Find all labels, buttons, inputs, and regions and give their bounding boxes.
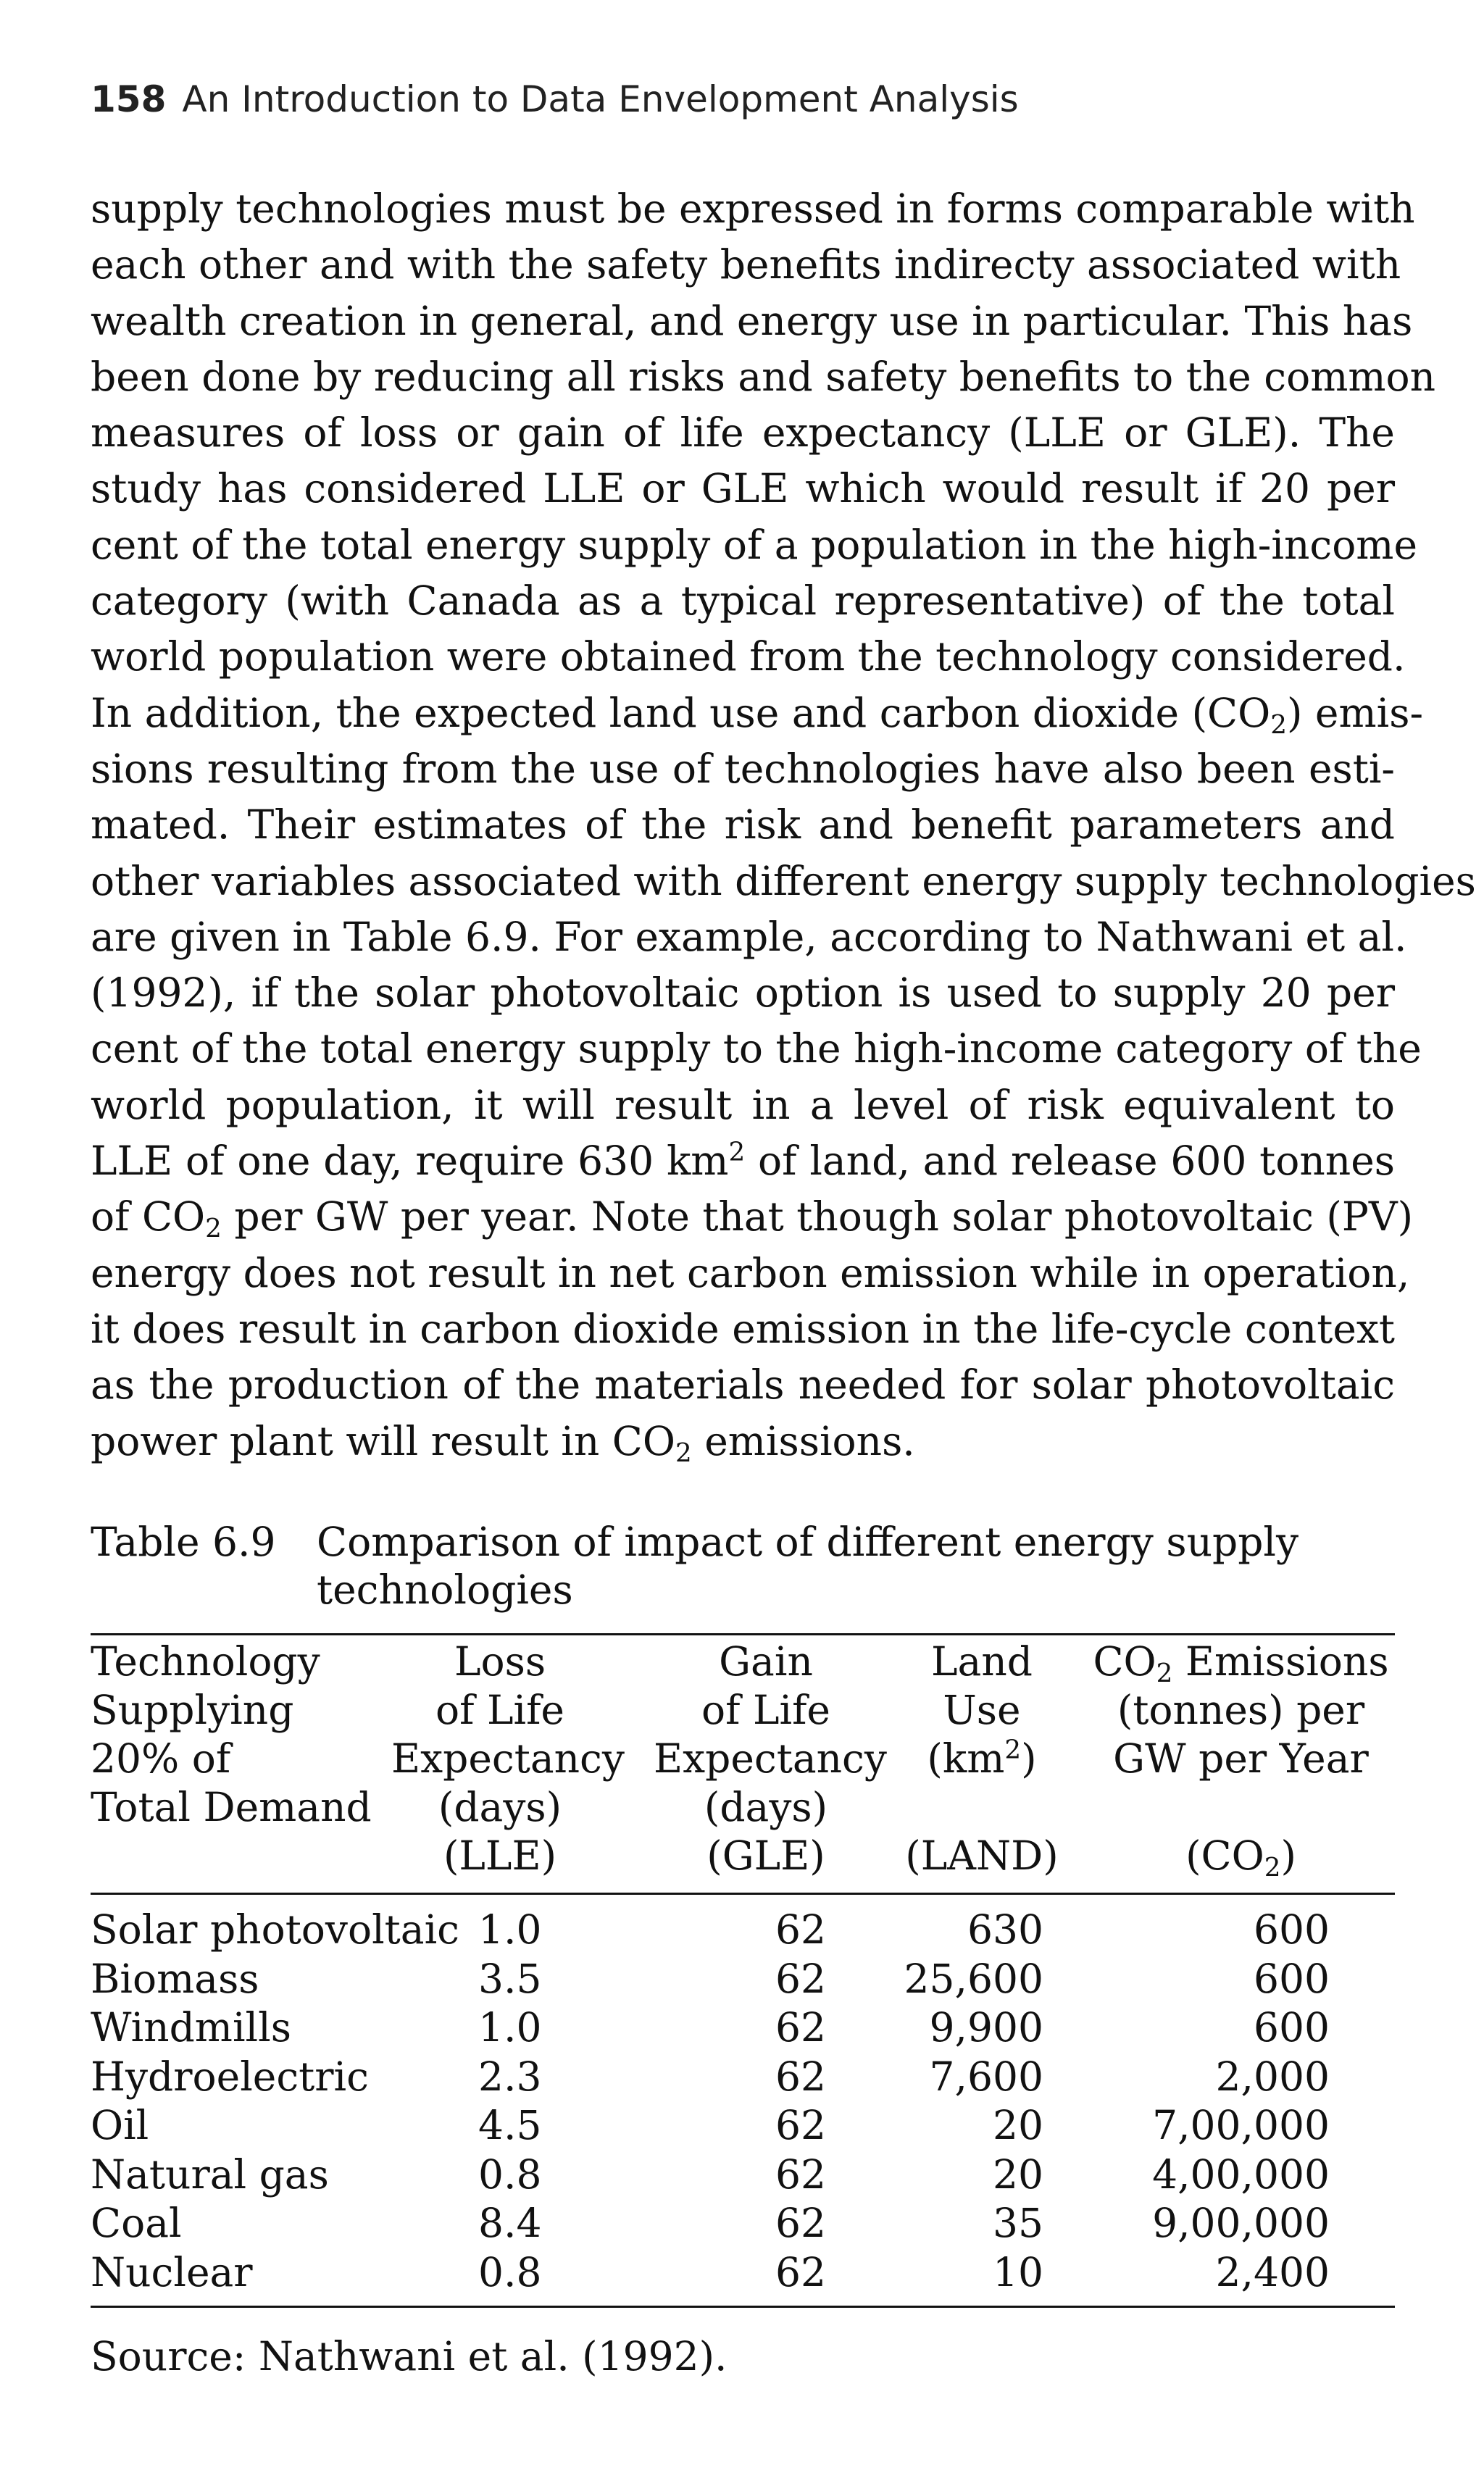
table-top-rule [91, 1633, 1395, 1635]
cell-lle: 1.0 [478, 2004, 542, 2051]
cell-land: 7,600 [929, 2053, 1043, 2100]
cell-land: 20 [993, 2151, 1043, 2198]
paragraph-line: (1992), if the solar photovoltaic option is used to supply 20 per [91, 969, 1395, 1017]
paragraph-line: each other and with the safety benefits indirecty associated with [91, 241, 1401, 288]
cell-gle: 62 [775, 2200, 826, 2246]
paragraph-line: energy does not result in net carbon emission while in operation, [91, 1249, 1410, 1296]
paragraph-line: mated. Their estimates of the risk and benefit parameters and [91, 801, 1395, 848]
cell-land: 10 [993, 2248, 1043, 2295]
table-header-rule [91, 1893, 1395, 1895]
cell-technology: Oil [91, 2102, 149, 2148]
table-row [91, 2199, 1395, 2248]
table-source: Source: Nathwani et al. (1992). [91, 2333, 728, 2380]
paragraph-line: world population, it will result in a level of risk equivalent to [91, 1081, 1395, 1128]
cell-co2: 600 [1254, 2004, 1330, 2051]
table-body [91, 1906, 1395, 2297]
cell-lle: 0.8 [478, 2151, 542, 2198]
cell-land: 630 [967, 1906, 1043, 1953]
cell-technology: Coal [91, 2200, 182, 2246]
cell-gle: 62 [775, 2004, 826, 2051]
cell-technology: Biomass [91, 1955, 259, 2002]
cell-gle: 62 [775, 1906, 826, 1953]
paragraph-line: of $CO_2$ per GW per year. Note that though solar photovoltaic (PV) [91, 1193, 1414, 1244]
running-title: An Introduction to Data Envelopment Analysis [182, 78, 1019, 120]
paragraph-line: it does result in carbon dioxide emission in the life-cycle context [91, 1305, 1395, 1352]
cell-co2: 600 [1254, 1906, 1330, 1953]
cell-co2: 7,00,000 [1152, 2102, 1330, 2148]
cell-technology: Windmills [91, 2004, 291, 2051]
cell-lle: 8.4 [478, 2200, 542, 2246]
col-header-gle: Gain of Life Expectancy (days) (GLE) [654, 1638, 887, 1879]
table-row [91, 2151, 1395, 2200]
cell-land: 9,900 [929, 2004, 1043, 2051]
cell-co2: 9,00,000 [1152, 2200, 1330, 2246]
body-paragraph [91, 181, 1476, 1469]
cell-lle: 0.8 [478, 2248, 542, 2295]
table-bottom-rule [91, 2306, 1395, 2308]
paragraph-line: as the production of the materials needed for solar photovoltaic [91, 1361, 1395, 1409]
paragraph-line: LLE of one day, require 630 $km^2$ of land, and release 600 tonnes [91, 1137, 1395, 1185]
cell-lle: 2.3 [478, 2053, 542, 2100]
col-header-land: Land Use $(km^2)$ (LAND) [905, 1638, 1059, 1879]
table-row [91, 2248, 1395, 2298]
cell-lle: 3.5 [478, 1955, 542, 2002]
cell-technology: Nuclear [91, 2248, 253, 2295]
cell-lle: 1.0 [478, 1906, 542, 1953]
col-header-technology: Technology Supplying 20% of Total Demand [91, 1638, 372, 1830]
cell-technology: Natural gas [91, 2151, 329, 2198]
table-row [91, 2053, 1395, 2102]
table-title: Comparison of impact of different energy supply technologies [317, 1519, 1299, 1613]
cell-co2: 2,400 [1215, 2248, 1330, 2295]
table-row [91, 1906, 1395, 1955]
running-header [91, 78, 1019, 120]
page-number: 158 [91, 78, 167, 120]
cell-land: 35 [993, 2200, 1043, 2246]
cell-land: 20 [993, 2102, 1043, 2148]
paragraph-line: wealth creation in general, and energy use in particular. This has [91, 297, 1413, 344]
table-row [91, 1955, 1395, 2004]
table-row [91, 2101, 1395, 2151]
cell-gle: 62 [775, 2102, 826, 2148]
paragraph-line: category (with Canada as a typical representative) of the total [91, 577, 1395, 625]
paragraph-line: measures of loss or gain of life expectancy (LLE or GLE). The [91, 409, 1395, 456]
cell-gle: 62 [775, 2151, 826, 2198]
cell-gle: 62 [775, 2053, 826, 2100]
cell-technology: Solar photovoltaic [91, 1906, 459, 1953]
paragraph-line: supply technologies must be expressed in forms comparable with [91, 185, 1415, 232]
cell-lle: 4.5 [478, 2102, 542, 2148]
paragraph-line: other variables associated with different energy supply technologies [91, 857, 1476, 904]
paragraph-line: cent of the total energy supply to the high-income category of the [91, 1025, 1422, 1072]
cell-technology: Hydroelectric [91, 2053, 369, 2100]
paragraph-line: study has considered LLE or GLE which would result if 20 per [91, 465, 1395, 512]
cell-co2: 4,00,000 [1152, 2151, 1330, 2198]
cell-co2: 2,000 [1215, 2053, 1330, 2100]
paragraph-line: In addition, the expected land use and carbon dioxide $(CO_2)$ emis- [91, 689, 1424, 740]
paragraph-line: sions resulting from the use of technologies have also been esti- [91, 745, 1395, 792]
table-label: Table 6.9 [91, 1519, 276, 1565]
cell-co2: 600 [1254, 1955, 1330, 2002]
paragraph-line: power plant will result in $CO_2$ emissions. [91, 1417, 915, 1468]
col-header-co2: $CO_2$ Emissions (tonnes) per GW per Year $(CO_2)$ [1093, 1638, 1389, 1882]
paragraph-line: cent of the total energy supply of a population in the high-income [91, 521, 1418, 568]
cell-gle: 62 [775, 1955, 826, 2002]
paragraph-line: world population were obtained from the technology considered. [91, 633, 1406, 680]
table-row [91, 2003, 1395, 2053]
col-header-lle: Loss of Life Expectancy (days) (LLE) [391, 1638, 625, 1879]
cell-gle: 62 [775, 2248, 826, 2295]
paragraph-line: are given in Table 6.9. For example, according to Nathwani et al. [91, 913, 1407, 960]
cell-land: 25,600 [904, 1955, 1043, 2002]
paragraph-line: been done by reducing all risks and safety benefits to the common [91, 353, 1436, 400]
